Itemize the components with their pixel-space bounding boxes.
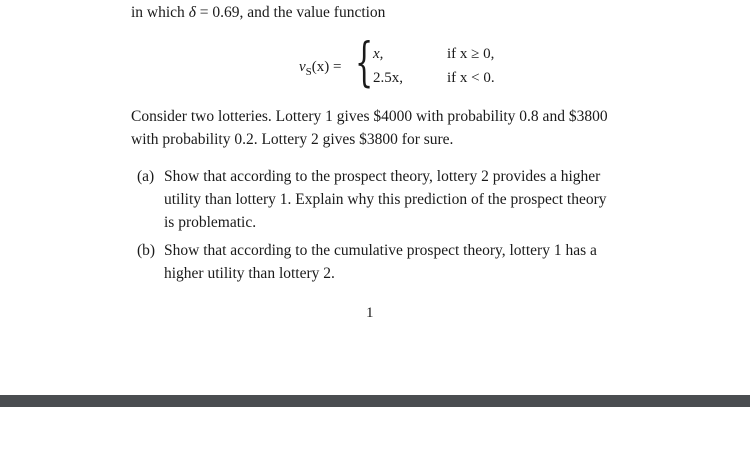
lhs-argument: (x) = bbox=[311, 59, 342, 75]
item-a-label: (a) bbox=[137, 168, 155, 185]
intro-text-start: in which bbox=[131, 4, 189, 21]
paragraph-line-1: Consider two lotteries. Lottery 1 gives $4000 with probability 0.8 and $3800 bbox=[131, 108, 608, 125]
below-page-area bbox=[0, 407, 750, 465]
delta-symbol: δ bbox=[188, 4, 196, 21]
paragraph-line-2: with probability 0.2. Lottery 2 gives $3800 for sure. bbox=[131, 131, 454, 148]
item-b-label: (b) bbox=[137, 242, 156, 259]
item-b-line-2: higher utility than lottery 2. bbox=[164, 265, 335, 282]
lhs-v: v bbox=[299, 59, 306, 75]
value-function-lhs bbox=[299, 57, 342, 82]
item-a-line-3: is problematic. bbox=[164, 214, 257, 231]
cases-brace: { bbox=[355, 33, 374, 93]
page-divider-bar bbox=[0, 395, 750, 407]
case1-value: x, bbox=[373, 46, 384, 62]
case2-condition: if x < 0. bbox=[447, 70, 495, 86]
lhs-subscript: S bbox=[305, 66, 312, 78]
intro-text-end: = 0.69, and the value function bbox=[195, 4, 386, 21]
case1-condition: if x ≥ 0, bbox=[447, 46, 495, 62]
page-number: 1 bbox=[366, 305, 374, 321]
case2-value: 2.5x, bbox=[373, 70, 403, 86]
item-b-line-1: Show that according to the cumulative prospect theory, lottery 1 has a bbox=[164, 242, 597, 259]
item-a-line-2: utility than lottery 1. Explain why this prediction of the prospect theory bbox=[164, 191, 607, 208]
intro-line bbox=[131, 3, 385, 23]
item-a-line-1: Show that according to the prospect theory, lottery 2 provides a higher bbox=[164, 168, 601, 185]
